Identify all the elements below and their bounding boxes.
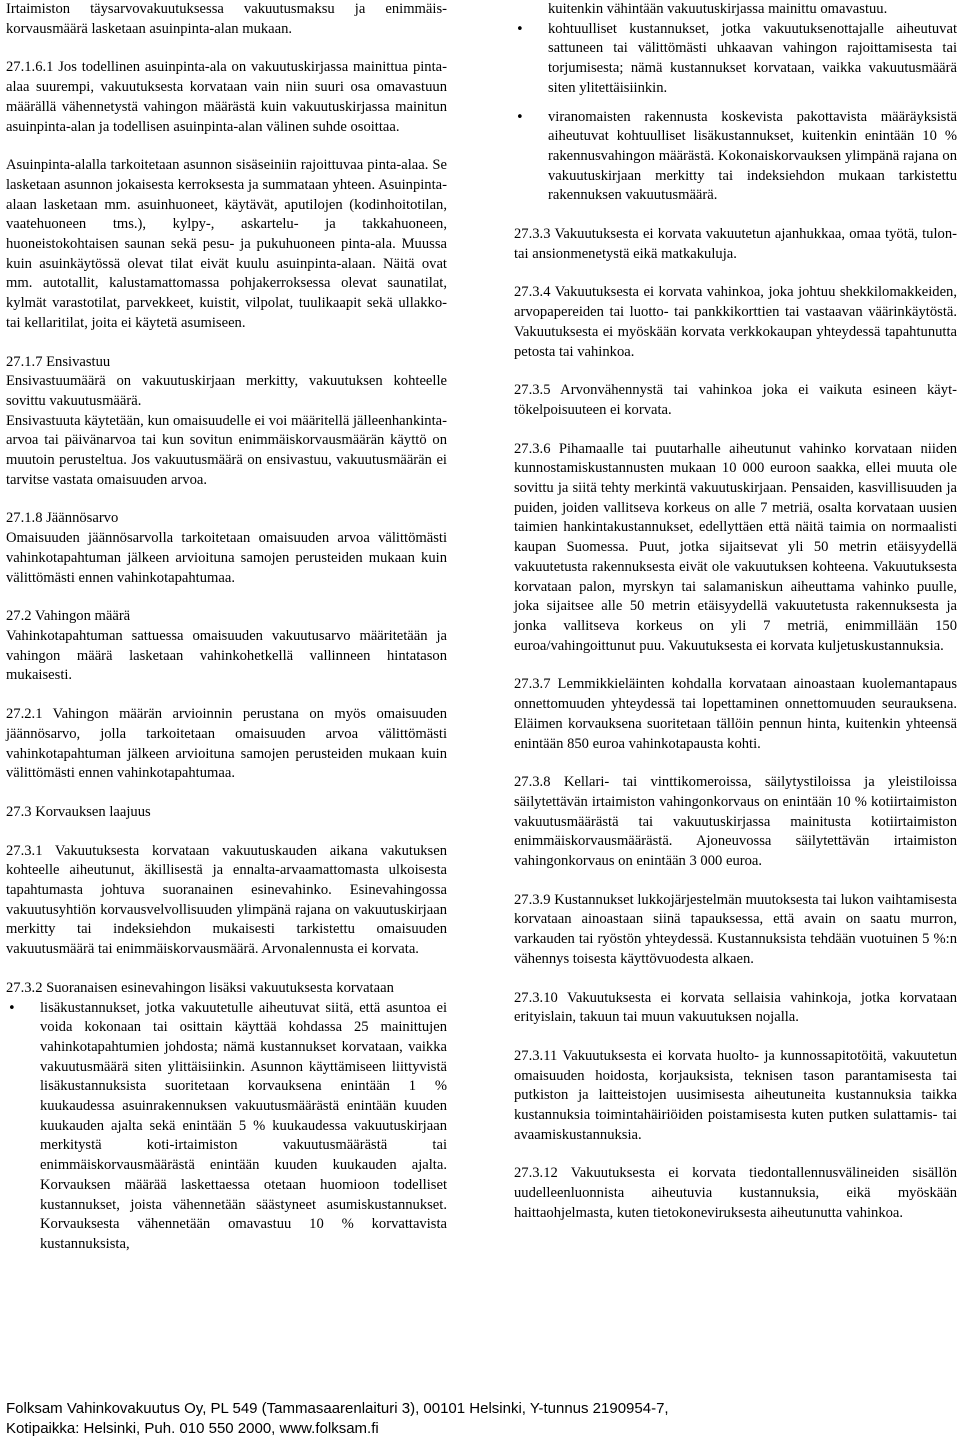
page-footer xyxy=(6,1399,956,1439)
paragraph-27-3-6: 27.3.6 Pihamaalle tai puutarhalle aiheutunut vahinko korvataan niiden kunnostamiskustannusten mukaan 10 000 euroon saakka, ellei muuta ole sovittu ja siitä tehty merkintä vakuutuskirjaan. Pensaiden, kasvillisuuden ja puiden, joiden vallitseva korkeus on alle 7 metriä, osalta korvataan uusien taimien hankintakustannukset, edellyttäen että näitä taimia on normaalisti kaupan Suomessa. Puut, jotka sijaitsevat yli 50 metrin etäisyydellä vakuutetusta rakennuksesta eivät ole vakuutuksen kohteena. Vakuutuksesta korvataan palon, myrskyn tai salamaniskun aiheuttama vahinko puulle, joka sijaitsee alle 50 metrin etäisyydellä vakuutetusta rakennuksesta ja jonka vallitseva korkeus on yli 7 metriä, enimmillään 150 euroa/vahingoittunut puu. Vakuutuksesta ei korvata kuljetuskustannuksia. xyxy=(514,440,957,654)
paragraph-vahingon-maara: Vahinkotapahtuman sattuessa omaisuuden vakuutusarvo määritetään ja vahingon määrä lasketaan vahinkohetkellä vallinneen hintatason mukaisesti. xyxy=(6,627,447,684)
paragraph-27-3-5: 27.3.5 Arvonvähennystä tai vahinkoa joka ei vaikuta esineen käyttökelpoisuuteen ei korvata. xyxy=(514,382,957,418)
paragraph-intro: Irtaimiston täysarvovakuutuksessa vakuutusmaksu ja enimmäiskorvausmäärä lasketaan asuinpinta-alan mukaan. xyxy=(6,1,447,37)
paragraph-ensivastuu-a: Ensivastuumäärä on vakuutuskirjaan merkitty, vakuutuksen kohteelle sovittu vakuutusmäärä. xyxy=(6,373,447,409)
footer-address: Folksam Vahinkovakuutus Oy, PL 549 (Tammasaarenlaituri 3), 00101 Helsinki, Y-tunnus 2190954-7, xyxy=(6,1400,669,1417)
paragraph-27-1-6-1: 27.1.6.1 Jos todellinen asuinpinta-ala on vakuutuskirjassa mainittua pinta-alaa suurempi, vakuutuksesta korvataan vain niin suuri osa omavastuun määrällä vähennetystä vahingon määrästä kuin vakuutuskirjassa mainitun asuinpinta-alan ja todellisen asuinpinta-alan välinen suhde osoittaa. xyxy=(6,59,447,135)
paragraph-27-3-9: 27.3.9 Kustannukset lukkojärjestelmän muutoksesta tai lukon vaihtamisesta korvataan ainoastaan siinä tapauksessa, että avain on saatu murron, varkauden tai ryöstön yhteydessä. Kustannuksista tehdään vuotuinen 5 %:n vähennys toisesta käyttövuodesta alkaen. xyxy=(514,891,957,967)
list-item: • viranomaisten rakennusta koskevista pakottavista määräyksistä aiheutuvat kohtuulliset lisäkustannukset, kuitenkin enintään 10 % rakennusvahingon määrästä. Kokonaiskorvauksen ylimpänä rajana on vakuutuskirjaan merkitty tai indeksiehdon mukaan tarkistettu rakennuksen vakuutusmäärä. xyxy=(514,108,957,207)
heading-27-2: 27.2 Vahingon määrä xyxy=(6,608,131,625)
paragraph-27-3-4: 27.3.4 Vakuutuksesta ei korvata vahinkoa, joka johtuu shekkilomakkeiden, arvopapereiden tai luotto- tai pankkikorttien tai vastaavan väärinkäytöstä. Vakuutuksesta ei myöskään korvata verkkokaupan yhteydessä tapahtunutta petosta tai vahinkoa. xyxy=(514,284,957,360)
paragraph-27-3-12: 27.3.12 Vakuutuksesta ei korvata tiedontallennusvälineiden sisällön uudelleenluonnista aiheutuvia kustannuksia, eikä myöskään haittaohjelmasta, kuten tietokoneviruksesta aiheutunutta vahinkoa. xyxy=(514,1165,957,1221)
paragraph-asuinpinta-ala: Asuinpinta-alalla tarkoitetaan asunnon sisäseiniin rajoittuvaa pinta-alaa. Se lasketaan asunnon jokaisesta kerroksesta ja summataan yhteen. Asuinpinta-alaan lasketaan mm. asuinhuoneet, käytävät, aputilojen (kodinhoitotilan, vaatehuoneen tms.), kylpy-, askartelu- ja takkahuoneen, huoneistokohtaisen saunan sekä pesu- ja pukuhuoneen pinta-ala. Muussa kuin asuinkäytössä olevat tilat eivät kuulu asuinpinta-alaan. Näitä ovat mm. autotallit, kalustamattomassa pohjakerroksessa olevat saunatilat, kylmät varastotilat, parvekkeet, kuistit, vilpolat, tuulikaapit sekä ullakko- tai kellaritilat, joita ei käytetä asumiseen. xyxy=(6,157,447,331)
paragraph-27-3-7: 27.3.7 Lemmikkieläinten kohdalla korvataan ainoastaan kuolemantapaus onnettomuuden yhteydessä tai lopettaminen onnettomuuden seurauksena. Eläimen korvauksena suoritetaan tällöin pennun hinta, kuitenkin yhteensä enintään 850 euroa vahinkotapausta kohti. xyxy=(514,676,957,752)
bullet-list-right xyxy=(514,20,957,206)
paragraph-27-3-10: 27.3.10 Vakuutuksesta ei korvata sellaisia vahinkoja, jotka korvataan erityislain, takuun tai muun vakuutuksen nojalla. xyxy=(514,989,957,1026)
footer-contact: Kotipaikka: Helsinki, Puh. 010 550 2000, www.folksam.fi xyxy=(6,1420,379,1437)
left-column xyxy=(6,0,447,1255)
paragraph-27-3-11: 27.3.11 Vakuutuksesta ei korvata huolto- ja kunnossapitotöitä, vakuutetun omaisuuden hoidosta, korjauksista, teknisen tason parantamisesta tai putkiston ja laitteistojen uusimisesta aiheutuneita kustannuksia taikka kustannuksia toimintahäiriöiden poistamisesta kuten putken sulattamis- tai avaamiskustannuksia. xyxy=(514,1047,957,1143)
bullet-list-left xyxy=(6,999,447,1255)
paragraph-27-3-2: 27.3.2 Suoranaisen esinevahingon lisäksi vakuutuksesta korvataan xyxy=(6,979,394,996)
heading-27-1-7: 27.1.7 Ensivastuu xyxy=(6,353,111,370)
paragraph-27-3-3: 27.3.3 Vakuutuksesta ei korvata vakuutetun ajanhukkaa, omaa työtä, tulon- tai ansionmenetystä eikä matkakuluja. xyxy=(514,226,957,262)
paragraph-27-3-8: 27.3.8 Kellari- tai vinttikomeroissa, säilytystiloissa ja yleistiloissa säilytettävän irtaimiston vahingonkorvaus on enintään 10 % kotiirtaimiston vakuutusmäärästä tai vakuutuskirjassa mainitusta kotiirtaimiston enimmäiskorvausmäärästä. Ajoneuvossa säilytettävän irtaimiston vahingonkorvaus on enintään 3 000 euroa. xyxy=(514,774,957,870)
right-column xyxy=(514,0,957,1224)
paragraph-jaannosarvo: Omaisuuden jäännösarvolla tarkoitetaan omaisuuden arvoa välittömästi vahinkotapahtuman jälkeen arvioituna samojen perusteiden mukaan kuin välittömästi ennen vahinkotapahtumaa. xyxy=(6,530,447,586)
heading-27-3: 27.3 Korvauksen laajuus xyxy=(6,803,151,820)
heading-27-1-8: 27.1.8 Jäännösarvo xyxy=(6,510,119,527)
paragraph-27-3-1: 27.3.1 Vakuutuksesta korvataan vakuutuskauden aikana vakutuksen kohteelle aiheutunut, äkillisestä ja ennalta-arvaamattomasta ulkoisesta tapahtumasta johtuva suoranainen esinevahinko. Esinevahingossa vakuutusyhtiön korvausvelvollisuuden ylimpänä rajana on vakuutuskirjaan merkitty tai indeksiehdon mukaisesti tarkistettu omaisuuden vakuutusmäärä tai enimmäiskorvausmäärä. Arvonalennusta ei korvata. xyxy=(6,842,447,958)
list-item: • kohtuulliset kustannukset, jotka vakuutuksenottajalle aiheutuvat sattuneen tai välittömästi uhkaavan vahingon rajoittamisesta tai torjumisesta; nämä kustannukset korvataan, vaikka vakuutusmäärä siten ylitettäisiinkin. xyxy=(514,20,957,99)
paragraph-ensivastuu-b: Ensivastuuta käytetään, kun omaisuudelle ei voi määritellä jälleenhankinta-arvoa tai päivänarvoa tai kun sovitun enimmäiskorvausmäärän käyttö on muutoin perusteltua. Jos vakuutusmäärä on ensivastuu, vakuutusmäärän ei tarvitse vastata omaisuuden arvoa. xyxy=(6,412,447,488)
bullet-continuation: kuitenkin vähintään vakuutuskirjassa mainittu omavastuu. xyxy=(548,1,888,17)
paragraph-27-2-1: 27.2.1 Vahingon määrän arvioinnin perustana on myös omaisuuden jäännösarvo, jolla tarkoitetaan omaisuuden arvoa välittömästi vahinkotapahtuman jälkeen arvioituna samojen perusteiden mukaan kuin välittömästi ennen vahinkotapahtumaa. xyxy=(6,706,447,782)
list-item: • lisäkustannukset, jotka vakuutetulle aiheutuvat siitä, että asuntoa ei voida kokonaan tai osittain käyttää kohdassa 25 mainittujen vahinkotapahtumien johdosta; nämä kustannukset korvataan, vaikka vakuutusmäärä siten ylittäisiinkin. Asunnon käyttämiseen liittyvistä lisäkustannuksista suoritetaan korvauksena enintään 1 % kuukaudessa asuinrakennuksen vakuutusmäärästä enintään kuuden kuukauden ajalta sekä enintään 5 % kuukaudessa vakuutuskirjaan merkitystä koti-irtaimiston vakuutusmäärästä tai enimmäiskorvausmäärästä enintään kuuden kuukauden ajalta. Korvauksen määrää laskettaessa otetaan huomioon todelliset kustannukset, joista vähennetään säästyneet asumiskustannukset. Korvauksesta vähennetään omavastuu 10 % korvattavista kustannuksista, xyxy=(6,999,447,1255)
